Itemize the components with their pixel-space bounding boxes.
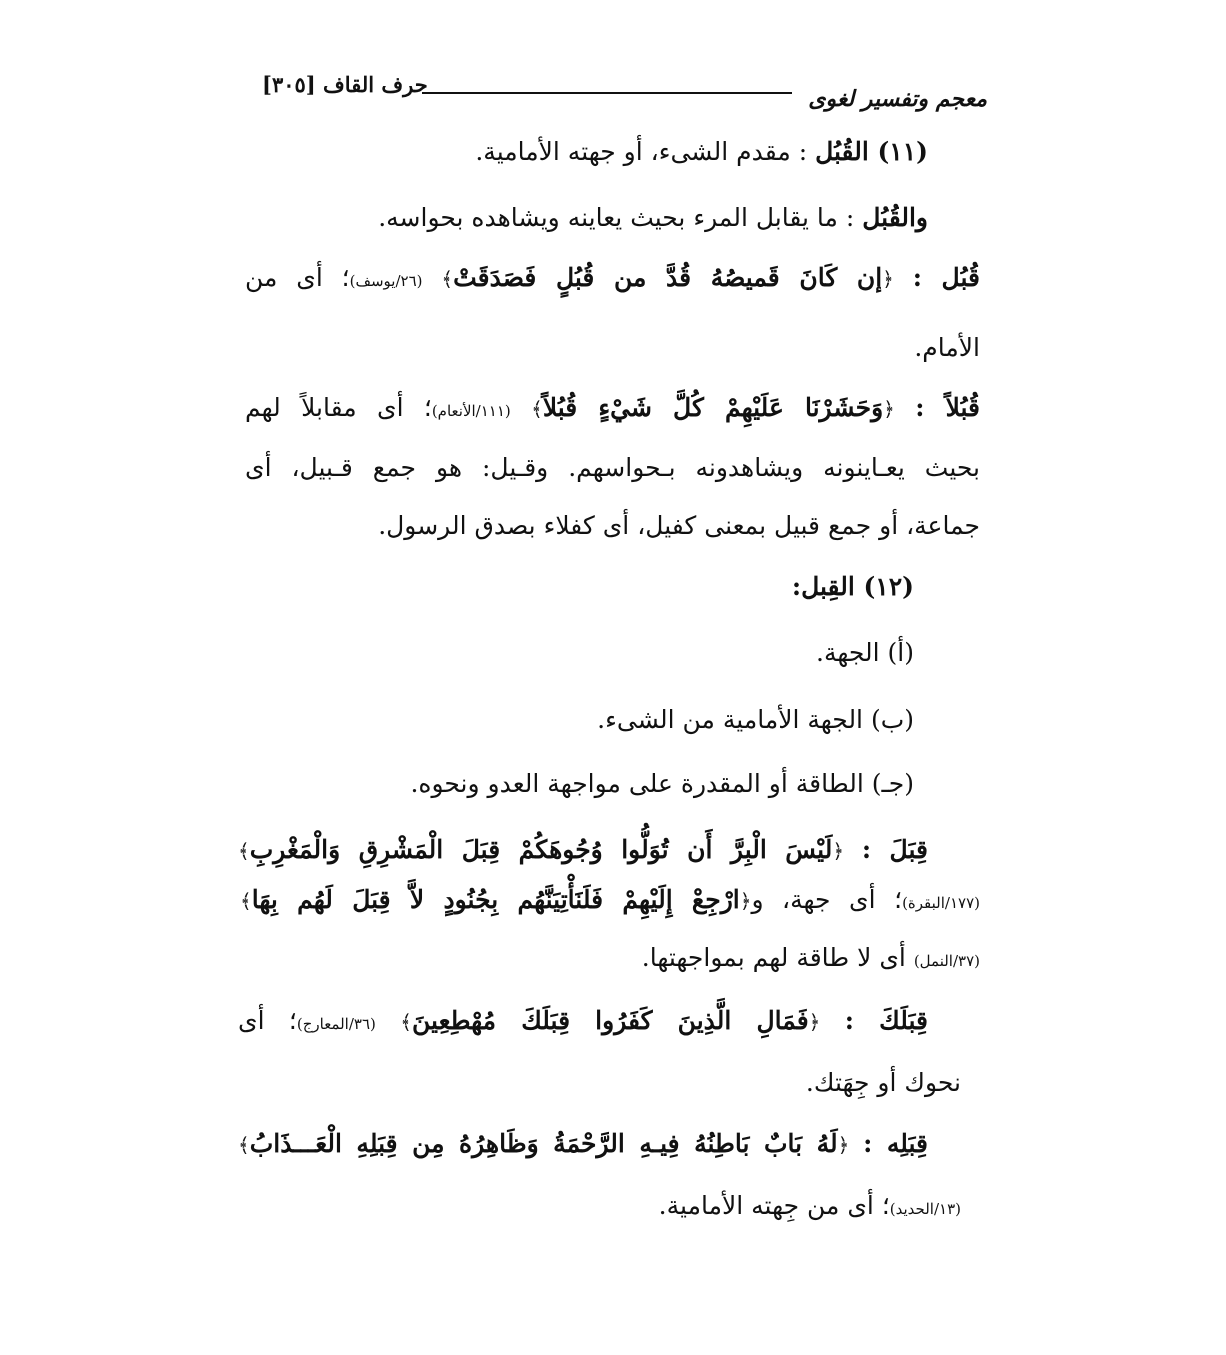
quran-verse: إن كَانَ قَميصُهُ قُدَّ من قُبُلٍ فَصَدَقَتْ — [453, 263, 883, 292]
quran-bracket-open: ﴿ — [739, 889, 752, 913]
quran-verse: لَهُ بَابٌ بَاطِنُهُ فِيـهِ الرَّحْمَةُ وَظَاهِرُهُ مِن قِبَلِهِ الْعَـــذَابُ — [249, 1129, 838, 1158]
entry-headword: والقُبُل — [862, 203, 928, 232]
entry-headword: قُبُل : — [912, 263, 980, 292]
quran-verse: ارْجِعْ إِلَيْهِمْ فَلَنَأْتِيَنَّهُم بِجُنُودٍ لاَّ قِبَلَ لَهُم بِهَا — [251, 885, 740, 914]
definition-text: بحيث يعـاينونه ويشاهدونه بـحواسهم. وقـيل: هو جمع قـبيل، أى — [245, 453, 980, 482]
continuation-line — [914, 332, 980, 365]
definition-text: أى لا طاقة لهم بمواجهتها. — [641, 943, 906, 972]
quran-bracket-close: ﴾ — [238, 1133, 250, 1157]
definition-text: ؛ أى جهة، و — [751, 885, 903, 914]
definition-text: نحوك أو جِهَتك. — [805, 1068, 961, 1097]
entry-11-definition — [475, 136, 928, 169]
continuation-line — [659, 1190, 961, 1223]
quran-bracket-close: ﴾ — [531, 397, 543, 421]
continuation-line — [378, 510, 980, 543]
entry-qibala-second-verse — [240, 884, 980, 917]
quran-bracket-open: ﴿ — [808, 1010, 821, 1034]
entry-qibalaka-quran — [238, 1005, 928, 1038]
quran-verse: لَيْسَ الْبِرَّ أَن تُوَلُّوا وُجُوهَكُمْ قِبَلَ الْمَشْرِقِ وَالْمَغْرِبِ — [249, 835, 833, 864]
entry-qubulan-quran — [245, 392, 980, 425]
definition-text: ؛ أى مقابلاً لهم — [245, 393, 432, 422]
header-rule — [422, 92, 792, 94]
verse-reference: (٣٧/النمل) — [913, 952, 980, 970]
entry-12-heading — [792, 571, 914, 604]
quran-bracket-close: ﴾ — [238, 839, 250, 863]
quran-bracket-open: ﴿ — [837, 1133, 850, 1157]
definition-text: : ما يقابل المرء بحيث يعاينه ويشاهده بحواسه. — [378, 203, 855, 232]
definition-text: الأمام. — [914, 333, 980, 362]
definition-text: (ب) الجهة الأمامية من الشىء. — [597, 705, 914, 734]
definition-text: جماعة، أو جمع قبيل بمعنى كفيل، أى كفلاء بصدق الرسول. — [378, 511, 980, 540]
quran-bracket-open: ﴿ — [832, 839, 845, 863]
quran-verse: فَمَالِ الَّذِينَ كَفَرُوا قِبَلَكَ مُهْطِعِينَ — [412, 1006, 809, 1035]
sense-a — [816, 637, 914, 670]
verse-reference: (١٣/الحديد) — [889, 1200, 961, 1218]
definition-text: : مقدم الشىء، أو جهته الأمامية. — [475, 137, 808, 166]
quran-bracket-open: ﴿ — [883, 397, 895, 421]
entry-qubul-definition — [378, 202, 928, 235]
entry-headword: قِبَلِه : — [863, 1129, 928, 1158]
header-chapter-page — [262, 72, 428, 97]
quran-bracket-close: ﴾ — [400, 1010, 412, 1034]
definition-text: ؛ أى — [238, 1006, 297, 1035]
quran-verse: وَحَشَرْنَا عَلَيْهِمْ كُلَّ شَيْءٍ قُبُلاً — [542, 393, 884, 422]
quran-bracket-close: ﴾ — [240, 889, 252, 913]
page-number: [٣٠٥] — [262, 72, 316, 97]
entry-qibalihi-quran — [238, 1128, 928, 1161]
entry-headword: (١٢) القِبل: — [791, 572, 914, 601]
entry-qubul-quran — [245, 262, 980, 295]
verse-reference: (٢٦/يوسف) — [349, 272, 423, 290]
entry-headword: (١١) القُبُل — [815, 137, 928, 166]
continuation-line — [642, 942, 980, 975]
continuation-line — [806, 1067, 961, 1100]
definition-text: (أ) الجهة. — [816, 638, 914, 667]
definition-text: (جـ) الطاقة أو المقدرة على مواجهة العدو ونحوه. — [410, 769, 914, 798]
sense-b — [597, 704, 914, 737]
verse-reference: (١٧٧/البقرة) — [902, 894, 980, 912]
quran-bracket-open: ﴿ — [882, 267, 894, 291]
entry-headword: قِبَلَكَ : — [844, 1006, 928, 1035]
book-title: معجم وتفسير لغوى — [808, 86, 987, 112]
quran-bracket-close: ﴾ — [441, 267, 454, 291]
sense-c — [410, 768, 914, 801]
verse-reference: (١١١/الأنعام) — [431, 402, 511, 420]
definition-text: ؛ أى من جِهته الأمامية. — [658, 1191, 890, 1220]
definition-text: ؛ أى من — [245, 263, 350, 292]
chapter-title: حرف القاف — [323, 72, 428, 97]
entry-headword: قُبُلاً : — [915, 393, 980, 422]
entry-qibala-quran — [238, 834, 928, 867]
entry-headword: قِبَلَ : — [861, 835, 928, 864]
continuation-line — [245, 452, 980, 485]
page-header — [262, 72, 987, 112]
verse-reference: (٣٦/المعارج) — [296, 1015, 376, 1033]
